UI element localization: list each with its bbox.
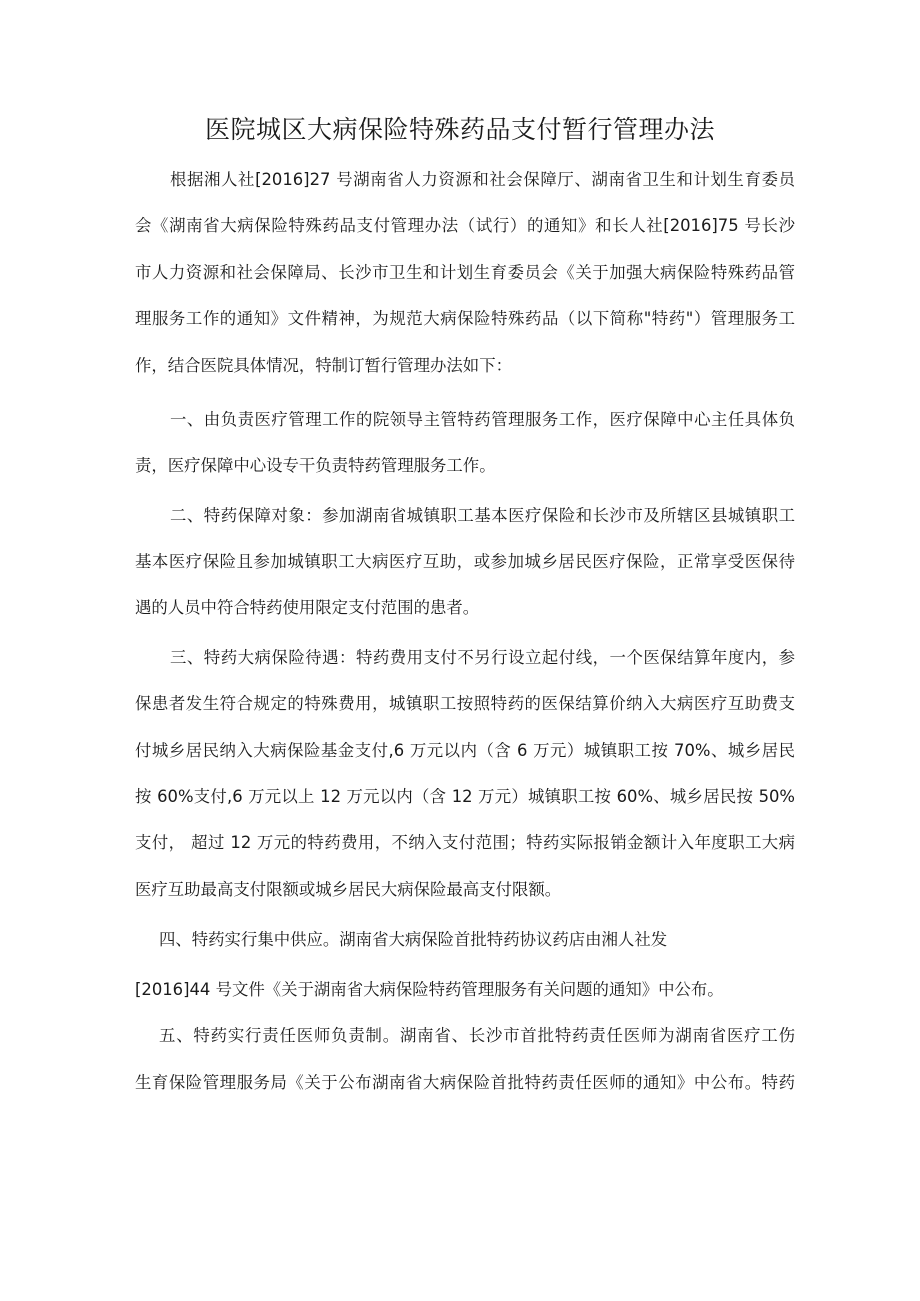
paragraph-intro-line-5: 作，结合医院具体情况，特制订暂行管理办法如下：: [135, 356, 512, 375]
paragraph-1-line-2: 责，医疗保障中心设专干负责特药管理服务工作。: [135, 456, 496, 475]
paragraph-1-line-1: 一、由负责医疗管理工作的院领导主管特药管理服务工作，医疗保障中心主任具体负: [170, 410, 795, 429]
paragraph-2-line-2: 基本医疗保险且参加城镇职工大病医疗互助，或参加城乡居民医疗保险，正常享受医保待: [135, 552, 795, 571]
paragraph-3-line-5: 支付， 超过 12 万元的特药费用，不纳入支付范围；特药实际报销金额计入年度职工大病: [135, 833, 795, 852]
paragraph-4-line-1: 四、特药实行集中供应。湖南省大病保险首批特药协议药店由湘人社发: [159, 930, 668, 949]
paragraph-3-line-3: 付城乡居民纳入大病保险基金支付,6 万元以内（含 6 万元）城镇职工按 70%、城乡居民: [135, 741, 795, 760]
paragraph-5-line-1: 五、特药实行责任医师负责制。湖南省、长沙市首批特药责任医师为湖南省医疗工伤: [159, 1026, 795, 1045]
paragraph-3-line-2: 保患者发生符合规定的特殊费用，城镇职工按照特药的医保结算价纳入大病医疗互助费支: [135, 694, 795, 713]
paragraph-3-line-6: 医疗互助最高支付限额或城乡居民大病保险最高支付限额。: [135, 880, 562, 899]
paragraph-intro-line-3: 市人力资源和社会保障局、长沙市卫生和计划生育委员会《关于加强大病保险特殊药品管: [135, 263, 795, 282]
paragraph-2-line-3: 遇的人员中符合特药使用限定支付范围的患者。: [135, 598, 480, 617]
paragraph-5-line-2: 生育保险管理服务局《关于公布湖南省大病保险首批特药责任医师的通知》中公布。特药: [135, 1073, 795, 1092]
paragraph-intro-line-2: 会《湖南省大病保险特殊药品支付管理办法（试行）的通知》和长人社[2016]75 号长沙: [135, 216, 795, 235]
document-title: 医院城区大病保险特殊药品支付暂行管理办法: [204, 115, 715, 144]
paragraph-3-line-1: 三、特药大病保险待遇：特药费用支付不另行设立起付线，一个医保结算年度内，参: [170, 648, 795, 667]
paragraph-intro-line-4: 理服务工作的通知》文件精神，为规范大病保险特殊药品（以下简称"特药"）管理服务工: [135, 309, 795, 328]
paragraph-4-line-2: [2016]44 号文件《关于湖南省大病保险特药管理服务有关问题的通知》中公布。: [135, 980, 724, 999]
paragraph-2-line-1: 二、特药保障对象：参加湖南省城镇职工基本医疗保险和长沙市及所辖区县城镇职工: [170, 506, 795, 525]
paragraph-3-line-4: 按 60%支付,6 万元以上 12 万元以内（含 12 万元）城镇职工按 60%、城乡居民按 50%: [135, 787, 795, 806]
paragraph-intro-line-1: 根据湘人社[2016]27 号湖南省人力资源和社会保障厅、湖南省卫生和计划生育委员: [170, 170, 795, 189]
